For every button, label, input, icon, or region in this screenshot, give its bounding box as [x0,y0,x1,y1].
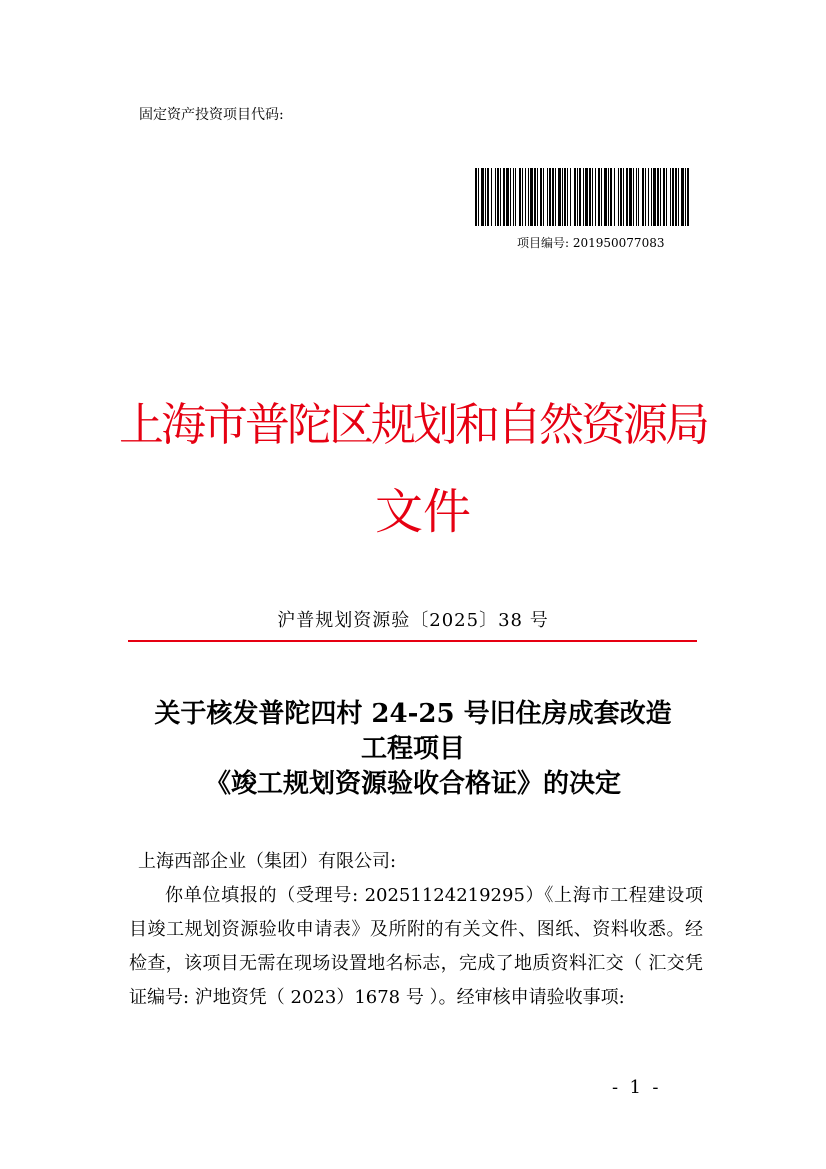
red-divider-line [128,640,697,642]
addressee: 上海西部企业（集团）有限公司: [138,851,397,872]
document-title [0,697,826,802]
page-number: - 1 - [612,1077,659,1098]
document-body [129,845,703,1015]
fixed-asset-code-label: 固定资产投资项目代码: [139,107,284,123]
title-line-3: 《竣工规划资源验收合格证》的决定 [204,769,621,799]
title-line-2: 工程项目 [360,734,465,764]
document-number: 沪普规划资源验〔2025〕38 号 [277,610,549,631]
barcode-image [475,168,690,226]
title-line-1: 关于核发普陀四村 24-25 号旧住房成套改造 [154,699,672,729]
letterhead-organization: 上海市普陀区规划和自然资源局 [118,398,707,451]
project-number: 项目编号: 201950077083 [517,236,665,250]
body-paragraph: 你单位填报的（受理号: 20251124219295）《上海市工程建设项目竣工规划资源验收申请表》及所附的有关文件、图纸、资料收悉。经检查，该项目无需在现场设置地名标志，完成了地质资料汇交（ 汇交凭证编号: 沪地资凭（ 2023）1678 号 ）。经审核申请验收事项: [129,885,703,1008]
letterhead-document-word: 文件 [374,484,471,540]
